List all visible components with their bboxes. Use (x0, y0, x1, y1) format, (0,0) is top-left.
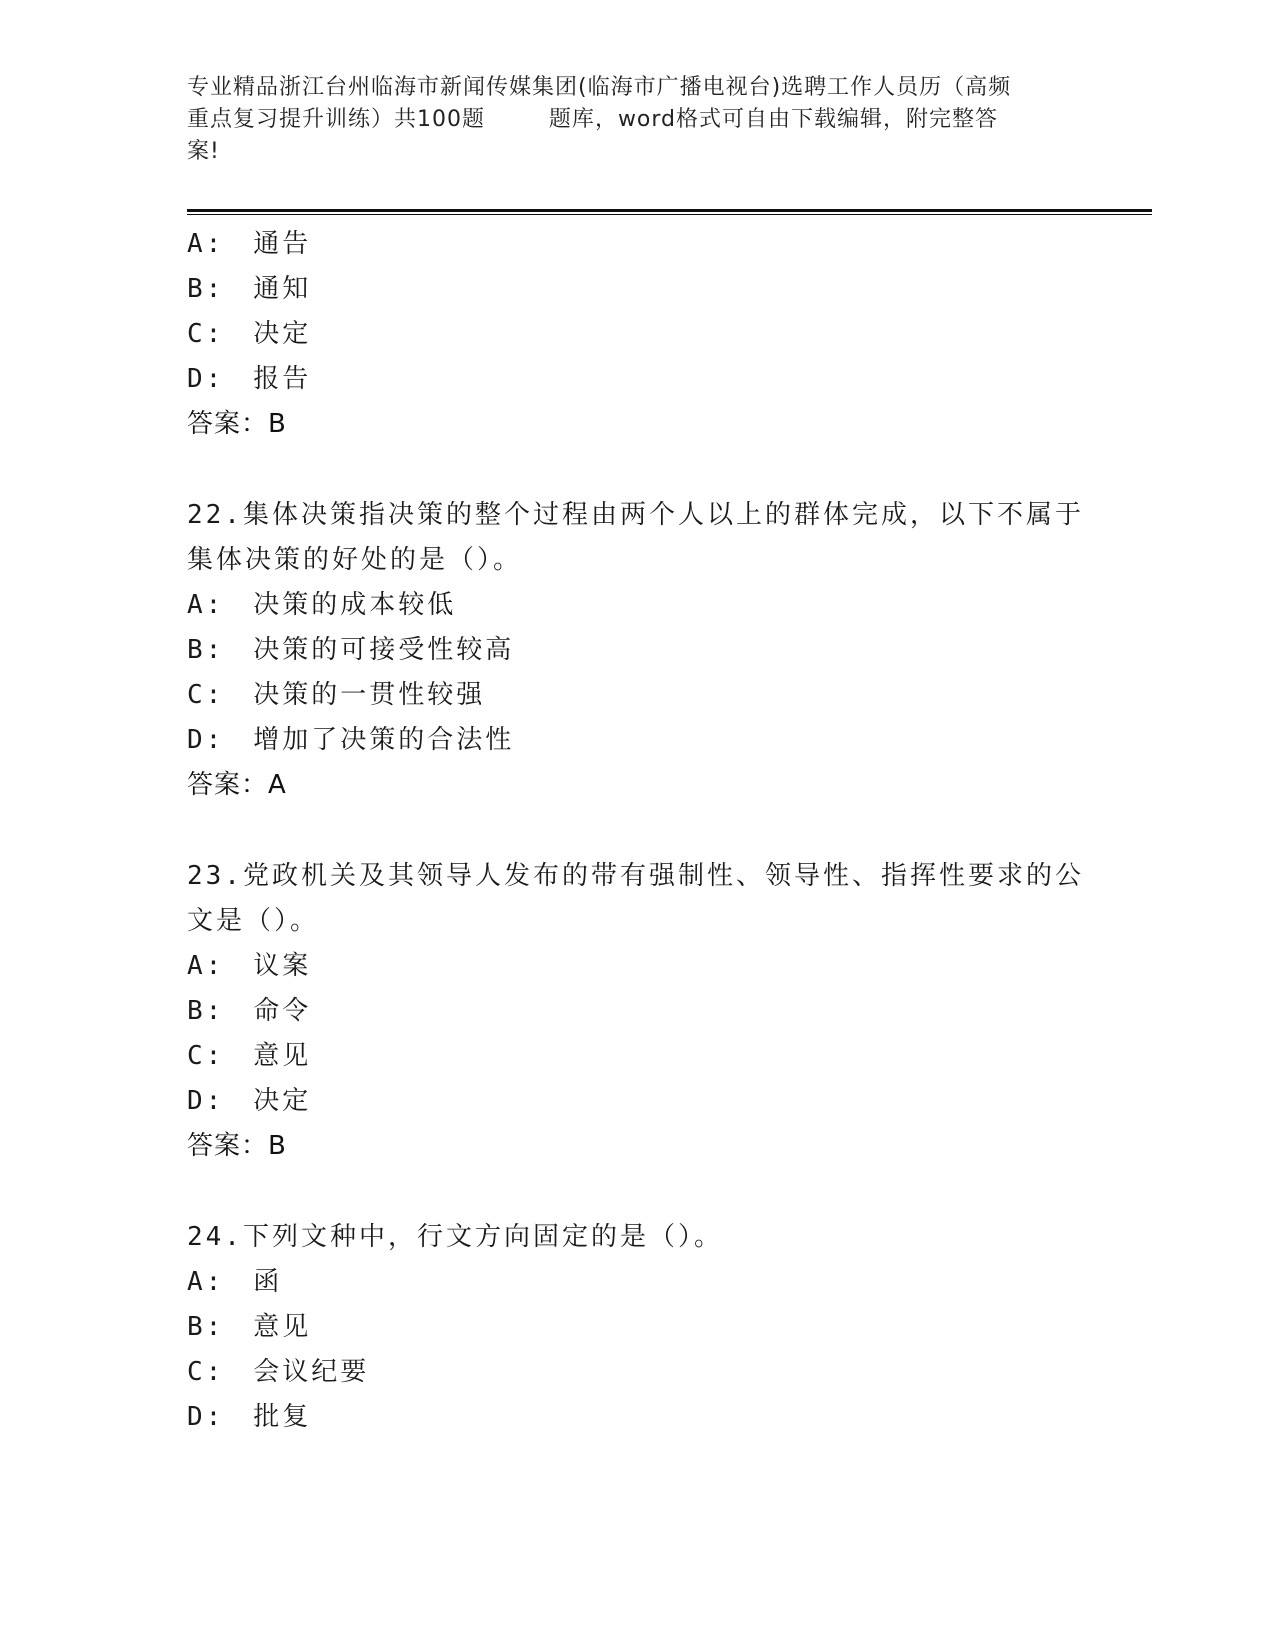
answer: 答案：A (187, 770, 287, 800)
question-21 (187, 222, 1087, 447)
document-header (187, 72, 1087, 168)
option-d: D: 增加了决策的合法性 (187, 725, 515, 755)
question-text-line-1: 23.党政机关及其领导人发布的带有强制性、领导性、指挥性要求的公 (187, 861, 1084, 891)
option-d: D: 决定 (187, 1086, 312, 1116)
option-a: A: 决策的成本较低 (187, 590, 457, 620)
header-line-3: 案! (187, 139, 220, 164)
option-d: D: 批复 (187, 1402, 312, 1432)
option-b: B: 决策的可接受性较高 (187, 635, 515, 665)
header-divider-thick (187, 209, 1152, 212)
question-24 (187, 1215, 1087, 1440)
question-text (187, 493, 1087, 583)
option-c: C: 意见 (187, 1041, 312, 1071)
question-text-line-2: 文是（）。 (187, 906, 320, 936)
option-a: A: 议案 (187, 951, 312, 981)
option-c: C: 会议纪要 (187, 1357, 370, 1387)
option-c: C: 决策的一贯性较强 (187, 680, 486, 710)
option-a: A: 函 (187, 1267, 283, 1297)
answer: 答案：B (187, 409, 287, 439)
option-b: B: 通知 (187, 274, 312, 304)
header-line-1: 专业精品浙江台州临海市新闻传媒集团(临海市广播电视台)选聘工作人员历（高频 (187, 75, 1012, 100)
option-b: B: 命令 (187, 996, 312, 1026)
question-text (187, 854, 1087, 944)
question-23 (187, 854, 1087, 1169)
question-text-line-1: 22.集体决策指决策的整个过程由两个人以上的群体完成，以下不属于 (187, 500, 1084, 530)
header-divider-thin (187, 214, 1152, 215)
option-c: C: 决定 (187, 319, 312, 349)
question-list (187, 222, 1087, 1440)
question-22 (187, 493, 1087, 808)
header-line-2: 重点复习提升训练）共100题 题库，word格式可自由下载编辑，附完整答 (187, 107, 999, 132)
question-text-line-1: 24.下列文种中，行文方向固定的是（）。 (187, 1222, 723, 1252)
question-text-line-2: 集体决策的好处的是（）。 (187, 545, 523, 575)
answer: 答案：B (187, 1131, 287, 1161)
option-d: D: 报告 (187, 364, 312, 394)
option-a: A: 通告 (187, 229, 312, 259)
question-text (187, 1215, 1087, 1260)
option-b: B: 意见 (187, 1312, 312, 1342)
